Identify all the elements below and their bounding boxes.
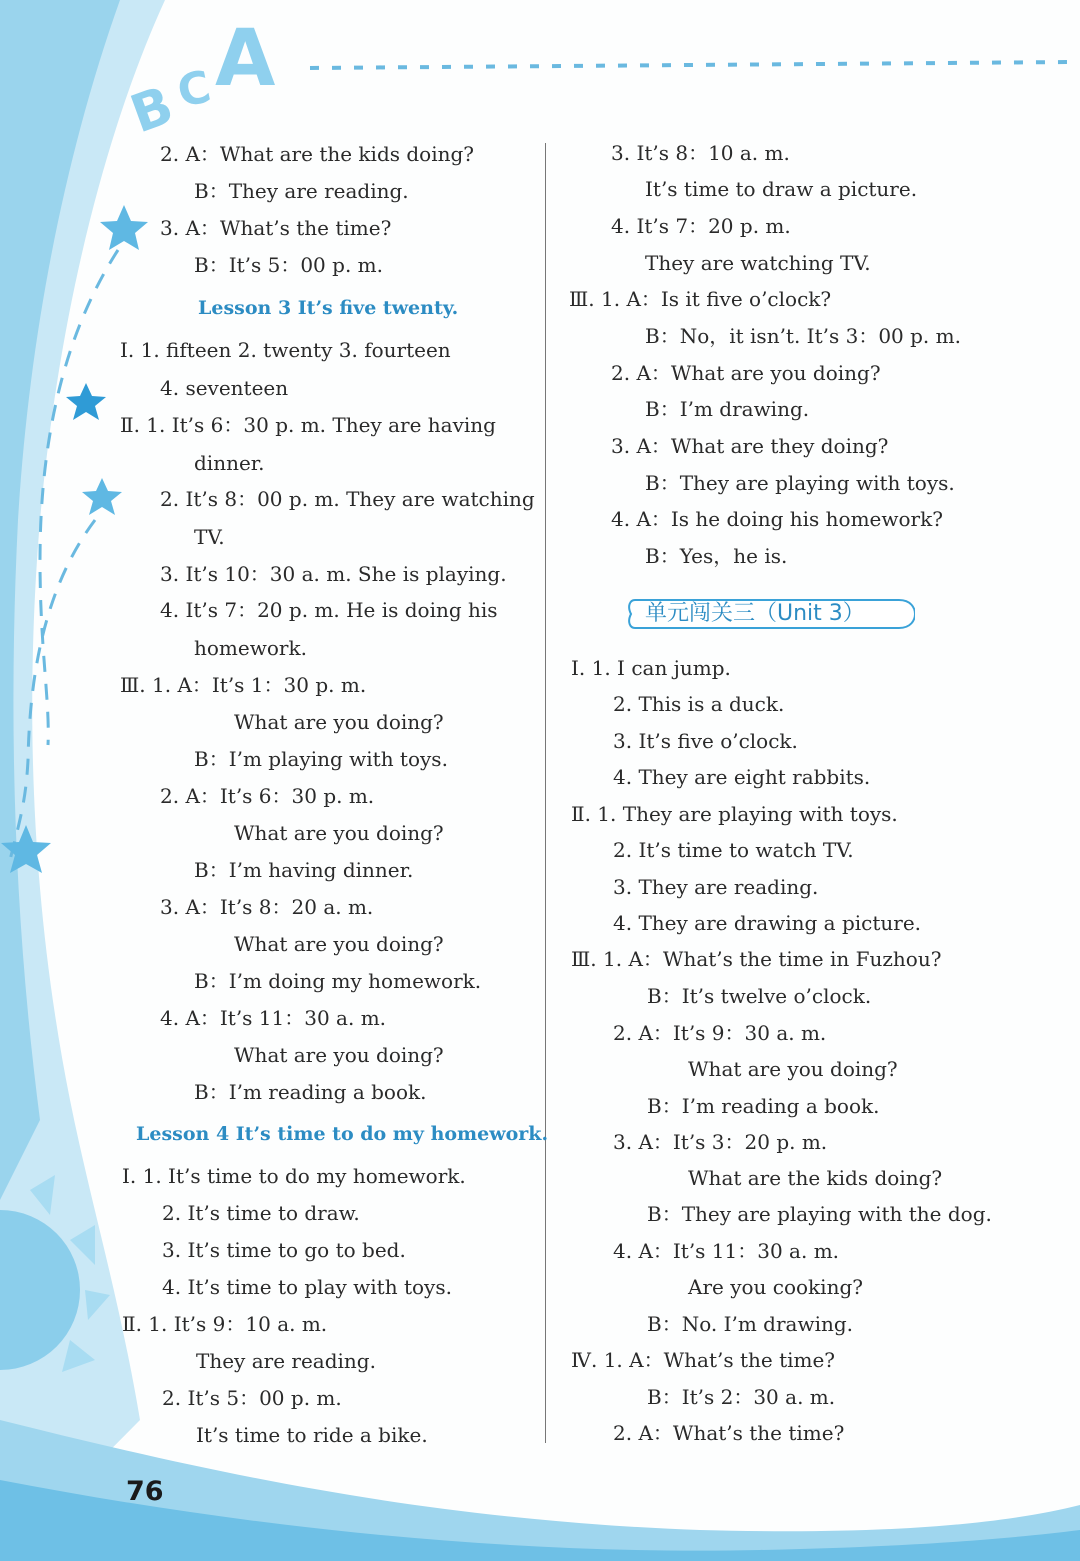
answer-line: B：No. I’m drawing. <box>647 1312 854 1336</box>
answer-line: B：It’s twelve o’clock. <box>647 984 872 1008</box>
answer-line: Ⅲ. 1. A：Is it five o’clock? <box>569 287 832 311</box>
answer-line: 2. A：It’s 6：30 p. m. <box>160 784 375 808</box>
answer-line: 3. A：What are they doing? <box>611 434 889 458</box>
answer-line: Ⅰ. 1. It’s time to do my homework. <box>122 1164 466 1188</box>
answer-line: 4. They are eight rabbits. <box>613 765 871 789</box>
lesson-3-heading: Lesson 3 It’s five twenty. <box>198 297 459 319</box>
answer-line: 2. It’s time to draw. <box>162 1201 360 1225</box>
column-divider <box>545 143 546 1443</box>
decor-letter-b: B <box>123 75 181 146</box>
unit-3-banner-label: 单元闯关三（Unit 3） <box>645 601 865 626</box>
decor-letter-a: A <box>215 14 276 104</box>
answer-line: 3. It’s five o’clock. <box>613 729 798 753</box>
answer-line: 4. A：It’s 11：30 a. m. <box>160 1006 387 1030</box>
answer-line: B：It’s 2：30 a. m. <box>647 1385 836 1409</box>
answer-line: Ⅰ. 1. I can jump. <box>571 656 731 680</box>
unit-3-banner <box>627 598 915 630</box>
answer-line: 2. A：What are you doing? <box>611 361 881 385</box>
answer-line: 3. It’s time to go to bed. <box>162 1238 406 1262</box>
answer-line: 2. It’s 5：00 p. m. <box>162 1386 342 1410</box>
decor-letter-c: C <box>173 61 216 118</box>
answer-line: 4. It’s time to play with toys. <box>162 1275 452 1299</box>
answer-line: TV. <box>194 525 225 549</box>
answer-line: 4. seventeen <box>160 376 289 400</box>
answer-line: 3. A：What’s the time? <box>160 216 392 240</box>
answer-line: B：I’m doing my homework. <box>194 969 482 993</box>
answer-line: homework. <box>194 636 307 660</box>
page-number: 76 <box>126 1476 164 1507</box>
answer-line: What are you doing? <box>234 710 444 734</box>
answer-line: Ⅱ. 1. They are playing with toys. <box>571 802 898 826</box>
answer-line: Ⅱ. 1. It’s 9：10 a. m. <box>122 1312 328 1336</box>
answer-line: 2. It’s 8：00 p. m. They are watching <box>160 487 535 511</box>
answer-line: B：They are playing with toys. <box>645 471 955 495</box>
answer-line: 4. A：It’s 11：30 a. m. <box>613 1239 840 1263</box>
answer-line: Are you cooking? <box>688 1275 863 1299</box>
answer-line: What are you doing? <box>688 1057 898 1081</box>
answer-line: 3. It’s 8：10 a. m. <box>611 141 790 165</box>
answer-line: 4. A：Is he doing his homework? <box>611 507 943 531</box>
answer-line: 4. They are drawing a picture. <box>613 911 922 935</box>
answer-line: 4. It’s 7：20 p. m. <box>611 214 791 238</box>
answer-line: They are watching TV. <box>645 251 871 275</box>
answer-line: B：It’s 5：00 p. m. <box>194 253 383 277</box>
answer-line: 2. This is a duck. <box>613 692 785 716</box>
lesson-4-heading: Lesson 4 It’s time to do my homework. <box>136 1123 549 1145</box>
answer-line: Ⅰ. 1. fifteen 2. twenty 3. fourteen <box>120 338 451 362</box>
answer-line: 4. It’s 7：20 p. m. He is doing his <box>160 598 498 622</box>
answer-line: It’s time to draw a picture. <box>645 177 918 201</box>
answer-line: B：No，it isn’t. It’s 3：00 p. m. <box>645 324 961 348</box>
answer-line: B：I’m reading a book. <box>194 1080 427 1104</box>
answer-line: What are you doing? <box>234 932 444 956</box>
answer-line: Ⅲ. 1. A：It’s 1：30 p. m. <box>120 673 367 697</box>
answer-line: 3. It’s 10：30 a. m. She is playing. <box>160 562 507 586</box>
answer-line: B：Yes，he is. <box>645 544 788 568</box>
answer-line: 2. It’s time to watch TV. <box>613 838 854 862</box>
answer-line: 2. A：What are the kids doing? <box>160 142 475 166</box>
answer-line: What are you doing? <box>234 821 444 845</box>
answer-line: 2. A：It’s 9：30 a. m. <box>613 1021 827 1045</box>
answer-line: 3. A：It’s 3：20 p. m. <box>613 1130 828 1154</box>
answer-line: B：I’m playing with toys. <box>194 747 448 771</box>
answer-line: It’s time to ride a bike. <box>196 1423 428 1447</box>
answer-line: Ⅳ. 1. A：What’s the time? <box>571 1348 836 1372</box>
answer-line: What are you doing? <box>234 1043 444 1067</box>
answer-line: B：I’m having dinner. <box>194 858 414 882</box>
answer-line: B：They are reading. <box>194 179 409 203</box>
answer-line: dinner. <box>194 451 265 475</box>
answer-line: B：I’m drawing. <box>645 397 810 421</box>
answer-line: They are reading. <box>196 1349 376 1373</box>
answer-line: 3. A：It’s 8：20 a. m. <box>160 895 374 919</box>
answer-line: Ⅲ. 1. A：What’s the time in Fuzhou? <box>571 947 942 971</box>
answer-line: 3. They are reading. <box>613 875 819 899</box>
answer-line: 2. A：What’s the time? <box>613 1421 845 1445</box>
answer-line: What are the kids doing? <box>688 1166 943 1190</box>
answer-line: Ⅱ. 1. It’s 6：30 p. m. They are having <box>120 413 496 437</box>
answer-line: B：They are playing with the dog. <box>647 1202 992 1226</box>
answer-line: B：I’m reading a book. <box>647 1094 880 1118</box>
